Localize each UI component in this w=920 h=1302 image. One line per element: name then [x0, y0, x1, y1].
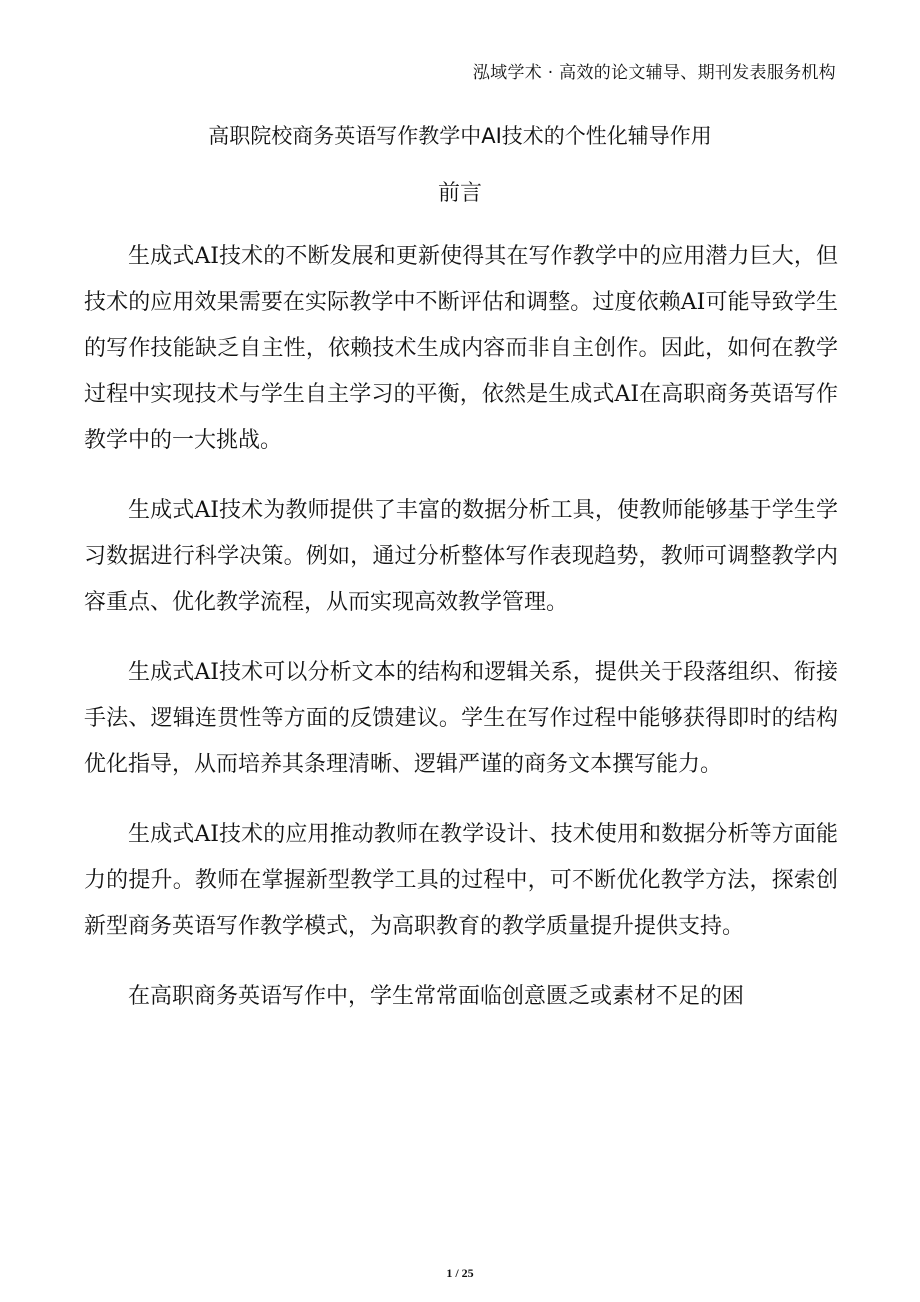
page-header: 泓域学术 · 高效的论文辅导、期刊发表服务机构 — [472, 63, 836, 83]
document-title: 高职院校商务英语写作教学中AI技术的个性化辅导作用 — [208, 124, 712, 148]
body-text — [84, 234, 838, 1044]
paragraph: 在高职商务英语写作中，学生常常面临创意匮乏或素材不足的困 — [128, 984, 745, 1009]
paragraph: 生成式AI技术为教师提供了丰富的数据分析工具，使教师能够基于学生学习数据进行科学决策。例如，通过分析整体写作表现趋势，教师可调整教学内容重点、优化教学流程，从而实现高效教学管理。 — [84, 498, 838, 615]
page-number: 1 / 25 — [446, 1266, 474, 1280]
paragraph: 生成式AI技术的应用推动教师在教学设计、技术使用和数据分析等方面能力的提升。教师在掌握新型教学工具的过程中，可不断优化教学方法，探索创新型商务英语写作教学模式，为高职教育的教学质量提升提供支持。 — [84, 822, 838, 939]
section-heading: 前言 — [437, 181, 482, 206]
paragraph: 生成式AI技术的不断发展和更新使得其在写作教学中的应用潜力巨大，但技术的应用效果需要在实际教学中不断评估和调整。过度依赖AI可能导致学生的写作技能缺乏自主性，依赖技术生成内容而非自主创作。因此，如何在教学过程中实现技术与学生自主学习的平衡，依然是生成式AI在高职商务英语写作教学中的一大挑战。 — [84, 244, 838, 453]
paragraph: 生成式AI技术可以分析文本的结构和逻辑关系，提供关于段落组织、衔接手法、逻辑连贯性等方面的反馈建议。学生在写作过程中能够获得即时的结构优化指导，从而培养其条理清晰、逻辑严谨的商务文本撰写能力。 — [84, 660, 838, 777]
